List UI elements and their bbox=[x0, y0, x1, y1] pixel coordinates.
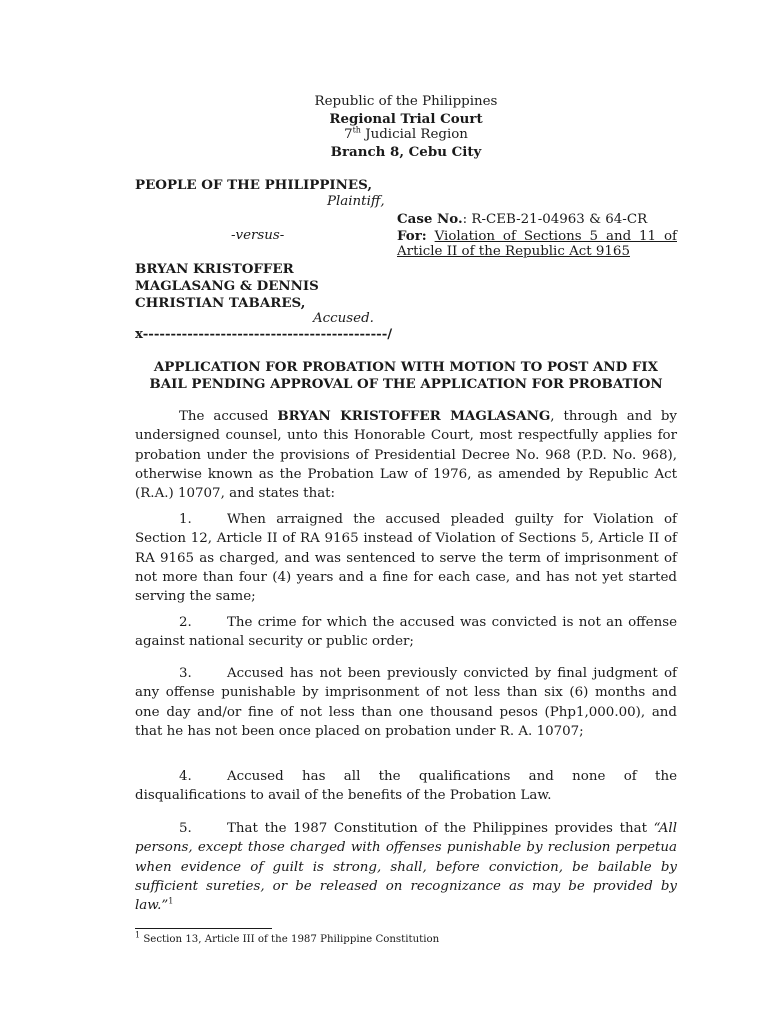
paragraph-number: 5. bbox=[179, 821, 192, 836]
accused-name-line3: CHRISTIAN TABARES, bbox=[135, 295, 306, 311]
region-label: Judicial Region bbox=[360, 127, 468, 142]
paragraph-number: 1. bbox=[179, 512, 192, 527]
paragraph-text: Accused has all the qualifications and none of the disqualifications to avail of the benefits of the Probation Law. bbox=[135, 769, 677, 804]
header-court: Regional Trial Court bbox=[329, 111, 483, 127]
case-no-label: Case No. bbox=[397, 211, 463, 227]
footnote-number: 1 bbox=[135, 930, 141, 940]
offense-text-line2: Article II of the Republic Act 9165 bbox=[397, 244, 630, 259]
intro-paragraph bbox=[135, 407, 677, 503]
paragraph-2 bbox=[135, 613, 677, 652]
accused-role: Accused. bbox=[313, 311, 374, 326]
paragraph-number: 3. bbox=[179, 666, 192, 681]
header-branch: Branch 8, Cebu City bbox=[330, 144, 482, 160]
header-region bbox=[0, 127, 768, 142]
paragraph-1 bbox=[135, 510, 677, 606]
intro-pre: The accused bbox=[179, 409, 278, 424]
paragraph-3 bbox=[135, 664, 677, 741]
footnote-divider bbox=[135, 928, 272, 929]
footnote bbox=[135, 930, 440, 946]
footnote-text: Section 13, Article III of the 1987 Philippine Constitution bbox=[140, 934, 440, 945]
plaintiff-role: Plaintiff, bbox=[327, 194, 385, 209]
intro-accused-name: BRYAN KRISTOFFER MAGLASANG bbox=[277, 408, 551, 424]
region-number: 7 bbox=[344, 127, 353, 142]
paragraph-5 bbox=[135, 819, 677, 915]
region-ordinal: th bbox=[352, 125, 361, 135]
paragraph-4 bbox=[135, 767, 677, 806]
accused-name-line1: BRYAN KRISTOFFER bbox=[135, 261, 294, 277]
header-republic: Republic of the Philippines bbox=[314, 94, 498, 109]
for-label: For: bbox=[397, 228, 427, 244]
footnote-reference: 1 bbox=[168, 896, 174, 906]
intro-post: , through and by undersigned counsel, unto this Honorable Court, most respectfully applies for probation under the provisions of Presidential Decree No. 968 (P.D. No. 968), otherwise known as the Probation Law of 1976, as amended by Republic Act (R.A.) 10707, and states that: bbox=[135, 409, 677, 502]
paragraph-text: When arraigned the accused pleaded guilty for Violation of Section 12, Article II of RA 9165 instead of Violation of Sections 5, Article II of RA 9165 as charged, and was sentenced to serve the term of imprisonment of not more than four (4) years and a fine for each case, and has not yet started serving the same; bbox=[135, 512, 677, 605]
document-title-line2: BAIL PENDING APPROVAL OF THE APPLICATION FOR PROBATION bbox=[149, 376, 663, 392]
constitution-quote: “All persons, except those charged with offenses punishable by reclusion perpetua when evidence of guilt is strong, shall, before conviction, be bailable by sufficient sureties, or be released on recognizance as may be provided by law.” bbox=[135, 821, 677, 914]
offense-text-line1: Violation of Sections 5 and 11 of bbox=[434, 229, 677, 244]
case-no-value: : R-CEB-21-04963 & 64-CR bbox=[462, 212, 648, 227]
versus-label: -versus- bbox=[231, 228, 285, 243]
document-title-line1: APPLICATION FOR PROBATION WITH MOTION TO POST AND FIX bbox=[153, 359, 659, 375]
paragraph-text: Accused has not been previously convicted by final judgment of any offense punishable by imprisonment of not less than six (6) months and one day and/or fine of not less than one thousand pesos (Php1,000.00), and that he has not been once placed on probation under R. A. 10707; bbox=[135, 666, 677, 739]
paragraph-number: 4. bbox=[179, 769, 192, 784]
caption-separator: x--------------------------------------------/ bbox=[135, 326, 393, 342]
paragraph-number: 2. bbox=[179, 615, 192, 630]
paragraph-text: That the 1987 Constitution of the Philippines provides that bbox=[227, 821, 654, 836]
paragraph-text: The crime for which the accused was convicted is not an offense against national security or public order; bbox=[135, 615, 677, 650]
accused-name-line2: MAGLASANG & DENNIS bbox=[135, 278, 319, 294]
plaintiff-name: PEOPLE OF THE PHILIPPINES, bbox=[135, 177, 372, 193]
